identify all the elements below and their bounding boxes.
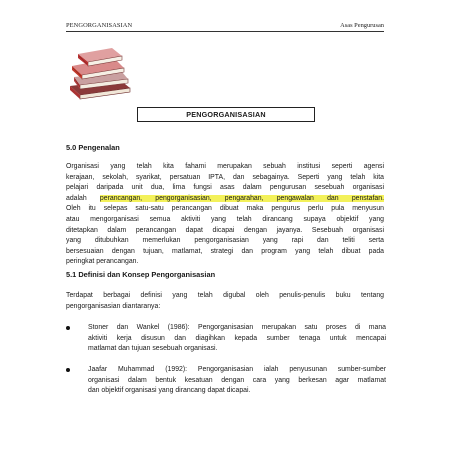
header-chapter-title: PENGORGANISASIAN	[66, 22, 133, 29]
text-line: Oleh itu selepas satu-satu perancangan dibuat maka pengurus perlu pula menyusun	[66, 205, 384, 213]
text-line: yang ditubuhkan memerlukan pengorganisasian yang rapi dan teliti serta	[66, 237, 384, 245]
bullet-icon	[66, 368, 70, 372]
bullet-icon	[66, 326, 70, 330]
paragraph-definitions-intro	[66, 291, 384, 312]
text-line: pengorganisasian diantaranya:	[66, 302, 161, 310]
section-heading: 5.1 Definisi dan Konsep Pengorganisasian	[66, 270, 216, 279]
section-heading: 5.0 Pengenalan	[66, 143, 120, 152]
text-line: dan objektif organisasi yang dirancang dapat dicapai.	[88, 387, 251, 395]
text-line	[66, 194, 384, 205]
text-line: Organisasi yang telah kita fahami merupakan sebuah institusi seperti agensi	[66, 163, 384, 170]
running-header	[66, 21, 384, 32]
text-line: atau mengorganisasi semua aktiviti yang telah dirancang supaya objektif yang	[66, 215, 384, 223]
text-line: Stoner dan Wankel (1986): Pengorganisasian merupakan satu proses di mana	[88, 324, 386, 331]
header-book-title: Asas Pengurusan	[340, 22, 384, 29]
paragraph-introduction	[66, 162, 384, 268]
stack-of-books-icon	[64, 42, 136, 102]
text-line: pelajari daripada unit dua, lima fungsi asas dalam pengurusan sesebuah organisasi	[66, 184, 384, 192]
text-line: ditetapkan dalam perancangan dapat dicapai dengan jayanya. Sesebuah organisasi	[66, 226, 384, 234]
list-item-text	[88, 323, 386, 355]
text-line: aktiviti kerja disusun dan diagihkan kepada sumber tenaga untuk mencapai	[88, 334, 386, 342]
highlighted-text: perancangan, pengorganisasian, pengarahan, pengawalan dan penstafan.	[99, 194, 384, 202]
text-line: bersesuaian dengan tujuan, matlamat, strategi dan program yang telah dibuat pada	[66, 247, 384, 255]
text-line: Jaafar Muhammad (1992): Pengorganisasian ialah penyusunan sumber-sumber	[88, 366, 386, 373]
text-line: matlamat dan tujuan sesebuah organisasi.	[88, 345, 218, 353]
text-line: kerajaan, sekolah, syarikat, persatuan IPTA, dan sebagainya. Seperti yang telah kita	[66, 173, 384, 181]
page-title: PENGORGANISASIAN	[137, 107, 315, 122]
text-line: Terdapat berbagai definisi yang telah digubal oleh penulis-penulis buku tentang	[66, 292, 384, 299]
text-line: peringkat perancangan.	[66, 258, 139, 266]
list-item-text	[88, 365, 386, 397]
text-line: organisasi dalam bentuk kesatuan dengan cara yang berkesan agar matlamat	[88, 376, 386, 384]
text-segment: adalah	[66, 194, 87, 202]
